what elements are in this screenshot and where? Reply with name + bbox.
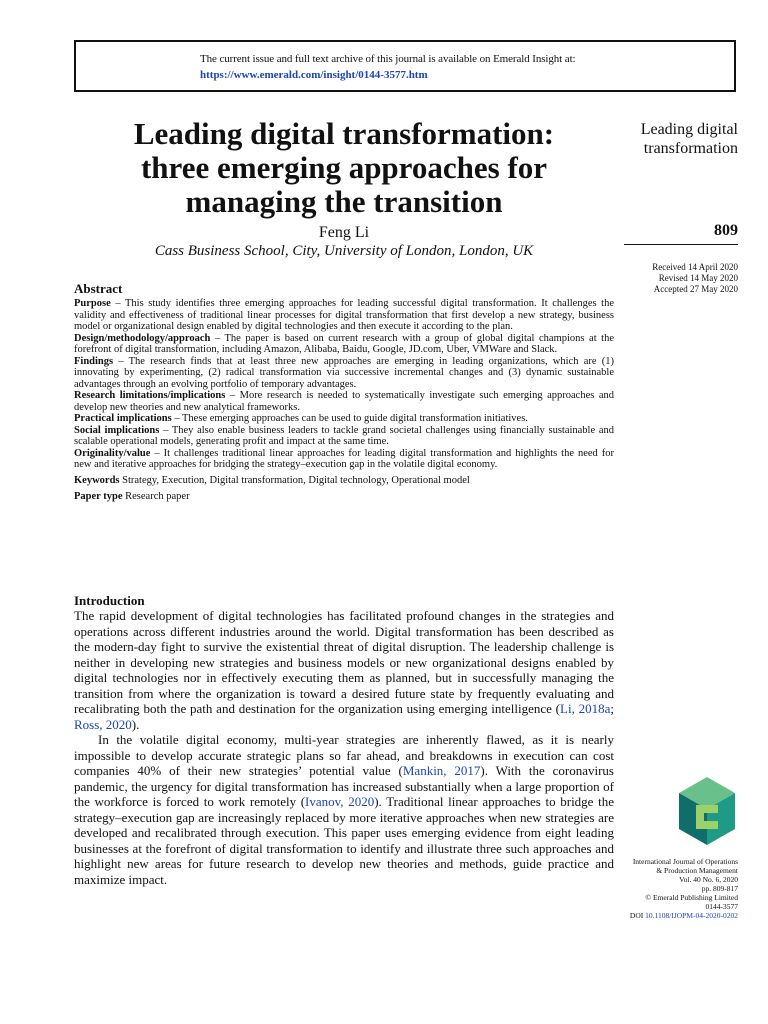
paper-type-text: Research paper — [122, 491, 190, 502]
limitations-label: Research limitations/implications — [74, 390, 226, 401]
abstract-findings — [74, 356, 614, 391]
abstract-purpose — [74, 298, 614, 333]
revised-date: Revised 14 May 2020 — [658, 273, 738, 283]
intro-p2-text-3: ). Traditional linear approaches to bridge the strategy–execution gap are increasingly replaced by more iterative approaches when new strategies are developed and recalibrated through execution. This paper uses emerging evidence from eight leading businesses at the forefront of digital transformation to identify and illustrate three such approaches and highlight new areas for future research to develop new theories and methods, guide practice and maximize impact. — [74, 794, 614, 887]
design-text: – The paper is based on current research with a group of global digital champions at the forefront of digital transformation, including Amazon, Alibaba, Baidu, Google, JD.com, Uber, VMWare and Slack. — [74, 332, 614, 355]
journal-issn: 0144-3577 — [705, 902, 738, 911]
keywords-text: Strategy, Execution, Digital transformation, Digital technology, Operational model — [119, 474, 470, 486]
abstract-keywords — [74, 475, 614, 487]
intro-p1-text: The rapid development of digital technologies has facilitated profound changes in the strategies and operations across different industries around the world. Digital transformation has been described as the modern-day fight to survive the existential threat of digital disruption. The leadership challenge is neither in developing new strategies and business models or new organizational designs enabled by digital technologies nor in effectively executing them as planned, but in successfully managing the transition from where the organization is toward a desired future state by frequently evaluating and recalibrating both the path and destination for the organization using emerging intelligence ( — [74, 608, 614, 716]
limitations-text: – More research is needed to systematically investigate such emerging approaches and develop new theories and new analytical frameworks. — [74, 390, 614, 413]
page-number: 809 — [714, 222, 738, 239]
page-number-rule — [624, 244, 738, 245]
author-affiliation: Cass Business School, City, University of London, London, UK — [154, 243, 534, 259]
intro-p2-text-2: ). With the coronavirus pandemic, the urgency for digital transformation has increased substantially when a large proportion of the workforce is forced to work remotely ( — [74, 763, 614, 809]
intro-paragraph-2 — [74, 732, 614, 887]
access-notice-text: The current issue and full text archive of this journal is available on Emerald Insight at: — [200, 53, 576, 65]
journal-volume: Vol. 40 No. 6, 2020 — [679, 875, 738, 884]
abstract-limitations — [74, 390, 614, 413]
intro-paragraph-1 — [74, 608, 614, 732]
doi-label: DOI — [629, 911, 646, 920]
social-label: Social implications — [74, 424, 160, 436]
findings-label: Findings — [74, 355, 114, 367]
article-title — [74, 117, 614, 219]
title-line-3: managing the transition — [185, 184, 503, 219]
journal-doi — [610, 911, 738, 920]
purpose-label: Purpose — [74, 298, 111, 309]
practical-label: Practical implications — [74, 413, 172, 424]
citation-li-2018a[interactable]: Li, 2018a — [560, 701, 611, 716]
citation-mankin-2017[interactable]: Mankin, 2017 — [402, 763, 481, 778]
journal-info — [610, 857, 738, 920]
citation-ivanov-2020[interactable]: Ivanov, 2020 — [305, 794, 375, 809]
abstract-social — [74, 425, 614, 448]
social-text: – They also enable business leaders to tackle grand societal challenges using financially sustainable and scalable operational models, generating profit and impact at the same time. — [74, 424, 614, 447]
journal-pages: pp. 809-817 — [701, 884, 738, 893]
access-notice-box — [74, 40, 736, 92]
journal-name-line-1: International Journal of Operations — [632, 857, 738, 866]
received-date: Received 14 April 2020 — [652, 262, 738, 272]
hexagon-cube-logo-icon — [676, 775, 738, 847]
running-head-line-1: Leading digital — [640, 121, 738, 138]
author-name: Feng Li — [318, 224, 370, 241]
design-label: Design/methodology/approach — [74, 332, 211, 344]
citation-separator: ; — [610, 701, 614, 716]
introduction-body — [74, 608, 614, 887]
title-line-1: Leading digital transformation: — [133, 116, 555, 151]
title-line-2: three emerging approaches for — [140, 150, 548, 185]
practical-text: – These emerging approaches can be used to guide digital transformation initiatives. — [171, 413, 528, 424]
originality-label: Originality/value — [74, 447, 151, 459]
introduction-heading: Introduction — [74, 593, 145, 608]
journal-archive-link[interactable]: https://www.emerald.com/insight/0144-3577.htm — [200, 69, 428, 81]
originality-text: – It challenges traditional linear approaches for leading digital transformation and highlights the need for new and iterative approaches for bridging the strategy–execution gap in the volatile digital economy. — [74, 447, 614, 470]
intro-p1-end: ). — [131, 716, 140, 732]
article-history — [610, 262, 738, 295]
accepted-date: Accepted 27 May 2020 — [653, 284, 738, 294]
purpose-text: – This study identifies three emerging approaches for leading successful digital transformation. It challenges the validity and effectiveness of traditional linear processes for digital transformation that first develop a new strategy, business model or organizational design enabled by digital technologies and then execute it according to the plan. — [74, 298, 614, 332]
doi-link[interactable]: 10.1108/IJOPM-04-2020-0202 — [645, 911, 738, 920]
journal-copyright: © Emerald Publishing Limited — [645, 893, 738, 902]
keywords-label: Keywords — [74, 474, 120, 486]
running-head-line-2: transformation — [643, 140, 738, 157]
paper-type-label: Paper type — [74, 491, 123, 502]
intro-p2-text-1: In the volatile digital economy, multi-year strategies are inherently flawed, as it is nearly impossible to develop accurate strategic plans so far ahead, and breakdowns in execution can cost companies 40% of their new strategies’ potential value ( — [74, 732, 614, 778]
journal-name-line-2: & Production Management — [656, 866, 738, 875]
abstract-paper-type — [74, 491, 614, 503]
abstract-practical — [74, 413, 614, 425]
abstract-heading: Abstract — [74, 281, 123, 296]
citation-ross-2020[interactable]: Ross, 2020 — [74, 716, 132, 732]
structured-abstract — [74, 298, 614, 503]
findings-text: – The research finds that at least three new approaches are emerging in leading organizations, which are (1) innovating by experimenting, (2) radical transformation via successive incremental changes and (3) dynamic sustainable advantages through an evolving portfolio of temporary advantages. — [74, 355, 614, 390]
abstract-design — [74, 333, 614, 356]
running-head — [614, 120, 738, 158]
abstract-originality — [74, 448, 614, 471]
